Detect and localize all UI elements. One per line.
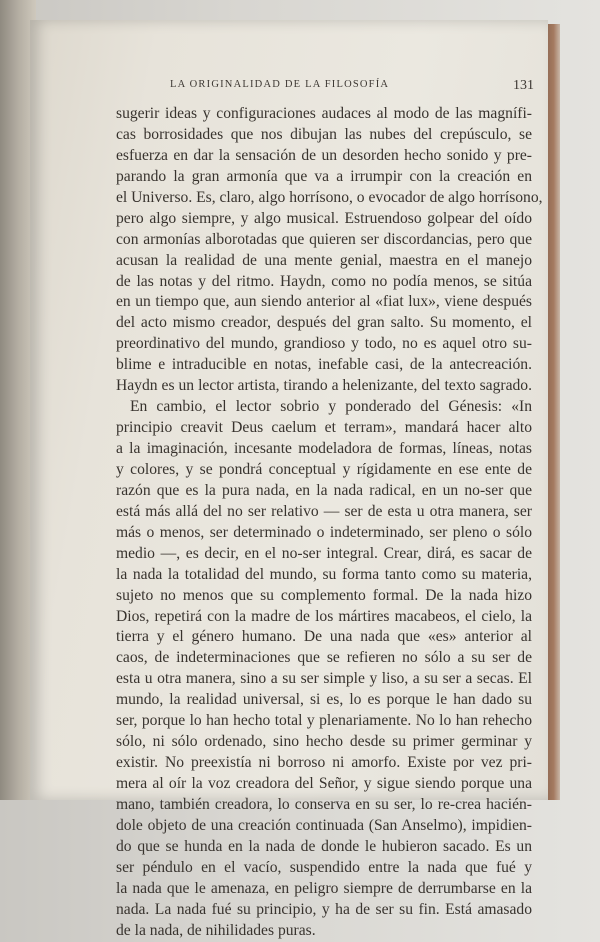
text-line: medio —, es decir, en el no-ser integral. Crear, dirá, es sacar de [116, 544, 532, 562]
text-line: con armonías alborotadas que quieren ser discordancias, pero que [116, 230, 532, 248]
text-line: parando la gran armonía que va a irrumpir con la creación en [116, 167, 532, 185]
text-line: dole objeto de una creación continuada (San Anselmo), impidien- [116, 816, 532, 834]
text-line: principio creavit Deus caelum et terram», mandará hacer alto [116, 419, 532, 437]
text-line: ser, porque lo han hecho total y plenariamente. No lo han rehecho [116, 712, 532, 730]
text-line: mundo, la realidad universal, si es, lo es porque le han dado su [116, 691, 532, 709]
text-line: de las notas y del ritmo. Haydn, como no podía menos, se sitúa [116, 272, 532, 290]
text-line: pero algo siempre, y algo musical. Estruendoso golpear del oído [116, 209, 532, 227]
page-number: 131 [513, 78, 534, 93]
body-text [116, 104, 543, 942]
text-line: ser péndulo en el vacío, suspendido entre la nada que fué y [116, 858, 532, 876]
text-line: del acto mismo creador, después del gran salto. Su momento, el [116, 314, 532, 332]
text-line: esfuerza en dar la sensación de un desorden hecho sonido y pre- [116, 146, 532, 164]
text-line: caos, de indeterminaciones que se refieren no sólo a su ser de [116, 649, 532, 667]
text-line: de la nada, de nihilidades puras. [116, 921, 316, 939]
text-line: razón que es la pura nada, en la nada radical, en un no-ser que [116, 481, 532, 499]
text-line: existir. No preexistía ni borroso ni amorfo. Existe por vez pri- [116, 754, 532, 772]
text-line: preordinativo del mundo, grandioso y todo, no es aquel otro su- [116, 335, 532, 353]
text-line: sugerir ideas y configuraciones audaces al modo de las magnífi- [116, 105, 532, 122]
text-line: el Universo. Es, claro, algo horrísono, o evocador de algo horrísono, [116, 188, 543, 206]
text-line: mano, también creadora, lo conserva en su ser, lo re-crea hacién- [116, 795, 532, 813]
text-line: Dios, repetirá con la madre de los mártires macabeos, el cielo, la [116, 607, 532, 625]
text-line: y colores, y se pondrá conceptual y rígidamente en ese ente de [116, 460, 532, 478]
text-line: en un tiempo que, aun siendo anterior al «fiat lux», viene después [116, 293, 532, 311]
text-line: tierra y el género humano. De una nada que «es» anterior al [116, 628, 532, 646]
running-title: LA ORIGINALIDAD DE LA FILOSOFÍA [170, 79, 390, 90]
text-line: cas borrosidades que nos dibujan las nubes del crepúsculo, se [116, 125, 532, 143]
text-line: la nada que le amenaza, en peligro siempre de derrumbarse en la [116, 879, 532, 897]
text-line: sujeto no menos que su complemento formal. De la nada hizo [116, 586, 532, 604]
text-line: esta u otra manera, sino a su ser simple y liso, a su ser a secas. El [116, 670, 532, 688]
text-line: En cambio, el lector sobrio y ponderado del Génesis: «In [130, 398, 532, 416]
text-line: mera al oír la voz creadora del Señor, y sigue siendo porque una [116, 775, 532, 792]
text-line: sólo, ni sólo ordenado, sino hecho desde su primer germinar y [116, 733, 532, 751]
text-line: está más allá del no ser relativo — ser de esta u otra manera, ser [116, 502, 532, 520]
text-line: do que se hunda en la nada de donde le hubieron sacado. Es un [116, 837, 532, 855]
text-line: blime e intraducible en notas, inefable casi, de la antecreación. [116, 356, 532, 374]
text-line: nada. La nada fué su principio, y ha de ser su fin. Está amasado [116, 900, 532, 918]
text-line: a la imaginación, incesante modeladora de formas, líneas, notas [116, 440, 532, 457]
text-line: Haydn es un lector artista, tirando a helenizante, del texto sagrado. [116, 377, 532, 395]
text-line: más o menos, ser determinado o indeterminado, ser pleno o sólo [116, 523, 532, 541]
text-line: la nada la totalidad del mundo, su forma tanto como su materia, [116, 565, 532, 583]
text-line: acusan la realidad de una mente genial, maestra en el manejo [116, 251, 532, 269]
